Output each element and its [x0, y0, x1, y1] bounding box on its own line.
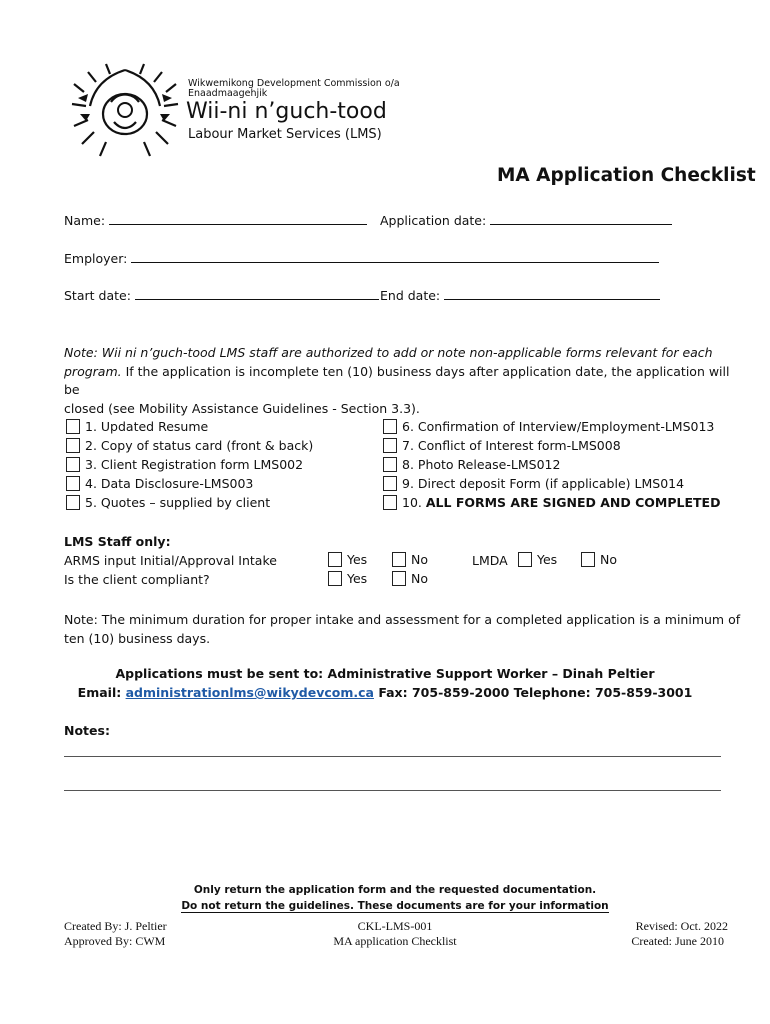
fax-telephone: Fax: 705-859-2000 Telephone: 705-859-3001: [373, 685, 693, 700]
checkbox[interactable]: [66, 438, 80, 453]
employer-field: [64, 250, 659, 266]
checklist-item-2[interactable]: [66, 438, 313, 453]
checklist-item-label: 8. Photo Release-LMS012: [402, 457, 561, 472]
arms-yes-option[interactable]: [328, 552, 367, 567]
checklist-item-label: 5. Quotes – supplied by client: [85, 495, 271, 510]
notes-line-2[interactable]: [64, 790, 721, 791]
brand-subtitle: Labour Market Services (LMS): [188, 127, 382, 142]
employer-input-line[interactable]: [131, 250, 659, 263]
checklist-item-3[interactable]: [66, 457, 303, 472]
checklist-item-9[interactable]: [383, 476, 684, 491]
checklist-item-label: 1. Updated Resume: [85, 419, 209, 434]
page-title: MA Application Checklist: [497, 165, 756, 186]
checkbox[interactable]: [392, 552, 406, 567]
employer-label: Employer:: [64, 251, 128, 266]
checkbox[interactable]: [383, 438, 397, 453]
email-label: Email:: [77, 685, 126, 700]
email-link[interactable]: administrationlms@wikydevcom.ca: [125, 685, 374, 700]
compliant-label: Is the client compliant?: [64, 572, 210, 587]
checkbox[interactable]: [383, 476, 397, 491]
checklist-item-label: 4. Data Disclosure-LMS003: [85, 476, 254, 491]
checklist-item-6[interactable]: [383, 419, 714, 434]
document-name: MA application Checklist: [333, 934, 457, 948]
duration-note-line-1: Note: The minimum duration for proper intake and assessment for a completed application is a minimum of: [64, 612, 741, 627]
footer-instruction-2-text: Do not return the guidelines. These documents are for your information: [181, 900, 609, 912]
note-italic: Note: Wii ni n’guch-tood LMS staff are authorized to add or note non-applicable forms relevant for each program.: [64, 345, 713, 379]
end-date-input-line[interactable]: [444, 287, 660, 300]
checkbox[interactable]: [66, 476, 80, 491]
created-by: Created By: J. Peltier: [64, 919, 167, 933]
checkbox[interactable]: [383, 457, 397, 472]
checklist-item-10-bold: ALL FORMS ARE SIGNED AND COMPLETED: [425, 495, 721, 510]
checklist-item-label: 3. Client Registration form LMS002: [85, 457, 304, 472]
note-rest: If the application is incomplete ten (10) business days after application date, the application will be: [64, 363, 730, 397]
duration-note: [64, 610, 744, 648]
checkbox[interactable]: [392, 571, 406, 586]
application-date-input-line[interactable]: [490, 212, 672, 225]
arms-no-option[interactable]: [392, 552, 428, 567]
yes-label: Yes: [347, 571, 368, 586]
checkbox[interactable]: [383, 495, 397, 510]
checkbox[interactable]: [328, 552, 342, 567]
checklist-item-10-prefix: 10.: [402, 495, 426, 510]
staff-heading: LMS Staff only:: [64, 534, 171, 549]
checklist-item-label: 9. Direct deposit Form (if applicable) LMS014: [402, 476, 685, 491]
org-line-2: Enaadmaagehjik: [188, 88, 268, 99]
document-code: CKL-LMS-001: [357, 919, 433, 933]
checklist-item-10[interactable]: [383, 495, 720, 510]
lmda-label: LMDA: [472, 553, 508, 568]
logo-emblem-icon: [66, 62, 184, 162]
no-label: No: [600, 552, 617, 567]
checkbox[interactable]: [66, 419, 80, 434]
lmda-yes-option[interactable]: [518, 552, 557, 567]
end-date-label: End date:: [380, 288, 441, 303]
checkbox[interactable]: [518, 552, 532, 567]
yes-label: Yes: [347, 552, 368, 567]
note-line-3: closed (see Mobility Assistance Guidelines - Section 3.3).: [64, 400, 420, 416]
note-paragraph: [64, 344, 739, 418]
checklist-item-1[interactable]: [66, 419, 208, 434]
send-to-line: Applications must be sent to: Administrative Support Worker – Dinah Peltier: [115, 666, 655, 681]
notes-line-1[interactable]: [64, 756, 721, 757]
revised-date: Revised: Oct. 2022: [635, 919, 728, 933]
notes-label: Notes:: [64, 723, 110, 738]
compliant-yes-option[interactable]: [328, 571, 367, 586]
checklist-item-label: 7. Conflict of Interest form-LMS008: [402, 438, 621, 453]
brand-name: Wii-ni n’guch-tood: [186, 99, 387, 124]
footer-instruction-1: Only return the application form and the requested documentation.: [193, 884, 597, 896]
checklist-item-8[interactable]: [383, 457, 560, 472]
checklist-item-4[interactable]: [66, 476, 253, 491]
logo: [66, 62, 184, 162]
compliant-no-option[interactable]: [392, 571, 428, 586]
checklist-item-label: 2. Copy of status card (front & back): [85, 438, 314, 453]
checkbox[interactable]: [581, 552, 595, 567]
checkbox[interactable]: [328, 571, 342, 586]
name-label: Name:: [64, 213, 106, 228]
no-label: No: [411, 571, 428, 586]
org-line-1: Wikwemikong Development Commission o/a: [188, 78, 400, 89]
start-date-input-line[interactable]: [135, 287, 379, 300]
application-date-field: [380, 212, 672, 228]
start-date-field: [64, 287, 379, 303]
application-date-label: Application date:: [380, 213, 487, 228]
checkbox[interactable]: [383, 419, 397, 434]
name-field: [64, 212, 367, 228]
duration-note-line-2: ten (10) business days.: [64, 631, 211, 646]
checkbox[interactable]: [66, 495, 80, 510]
contact-line: [0, 685, 770, 700]
no-label: No: [411, 552, 428, 567]
created-date: Created: June 2010: [631, 934, 724, 948]
checkbox[interactable]: [66, 457, 80, 472]
footer-instruction-2: [0, 900, 770, 912]
lmda-no-option[interactable]: [581, 552, 617, 567]
checklist-item-5[interactable]: [66, 495, 270, 510]
arms-label: ARMS input Initial/Approval Intake: [64, 553, 277, 568]
yes-label: Yes: [537, 552, 558, 567]
start-date-label: Start date:: [64, 288, 131, 303]
end-date-field: [380, 287, 660, 303]
approved-by: Approved By: CWM: [64, 934, 166, 948]
checklist-item-7[interactable]: [383, 438, 621, 453]
name-input-line[interactable]: [109, 212, 367, 225]
checklist-item-label: 6. Confirmation of Interview/Employment-LMS013: [402, 419, 715, 434]
